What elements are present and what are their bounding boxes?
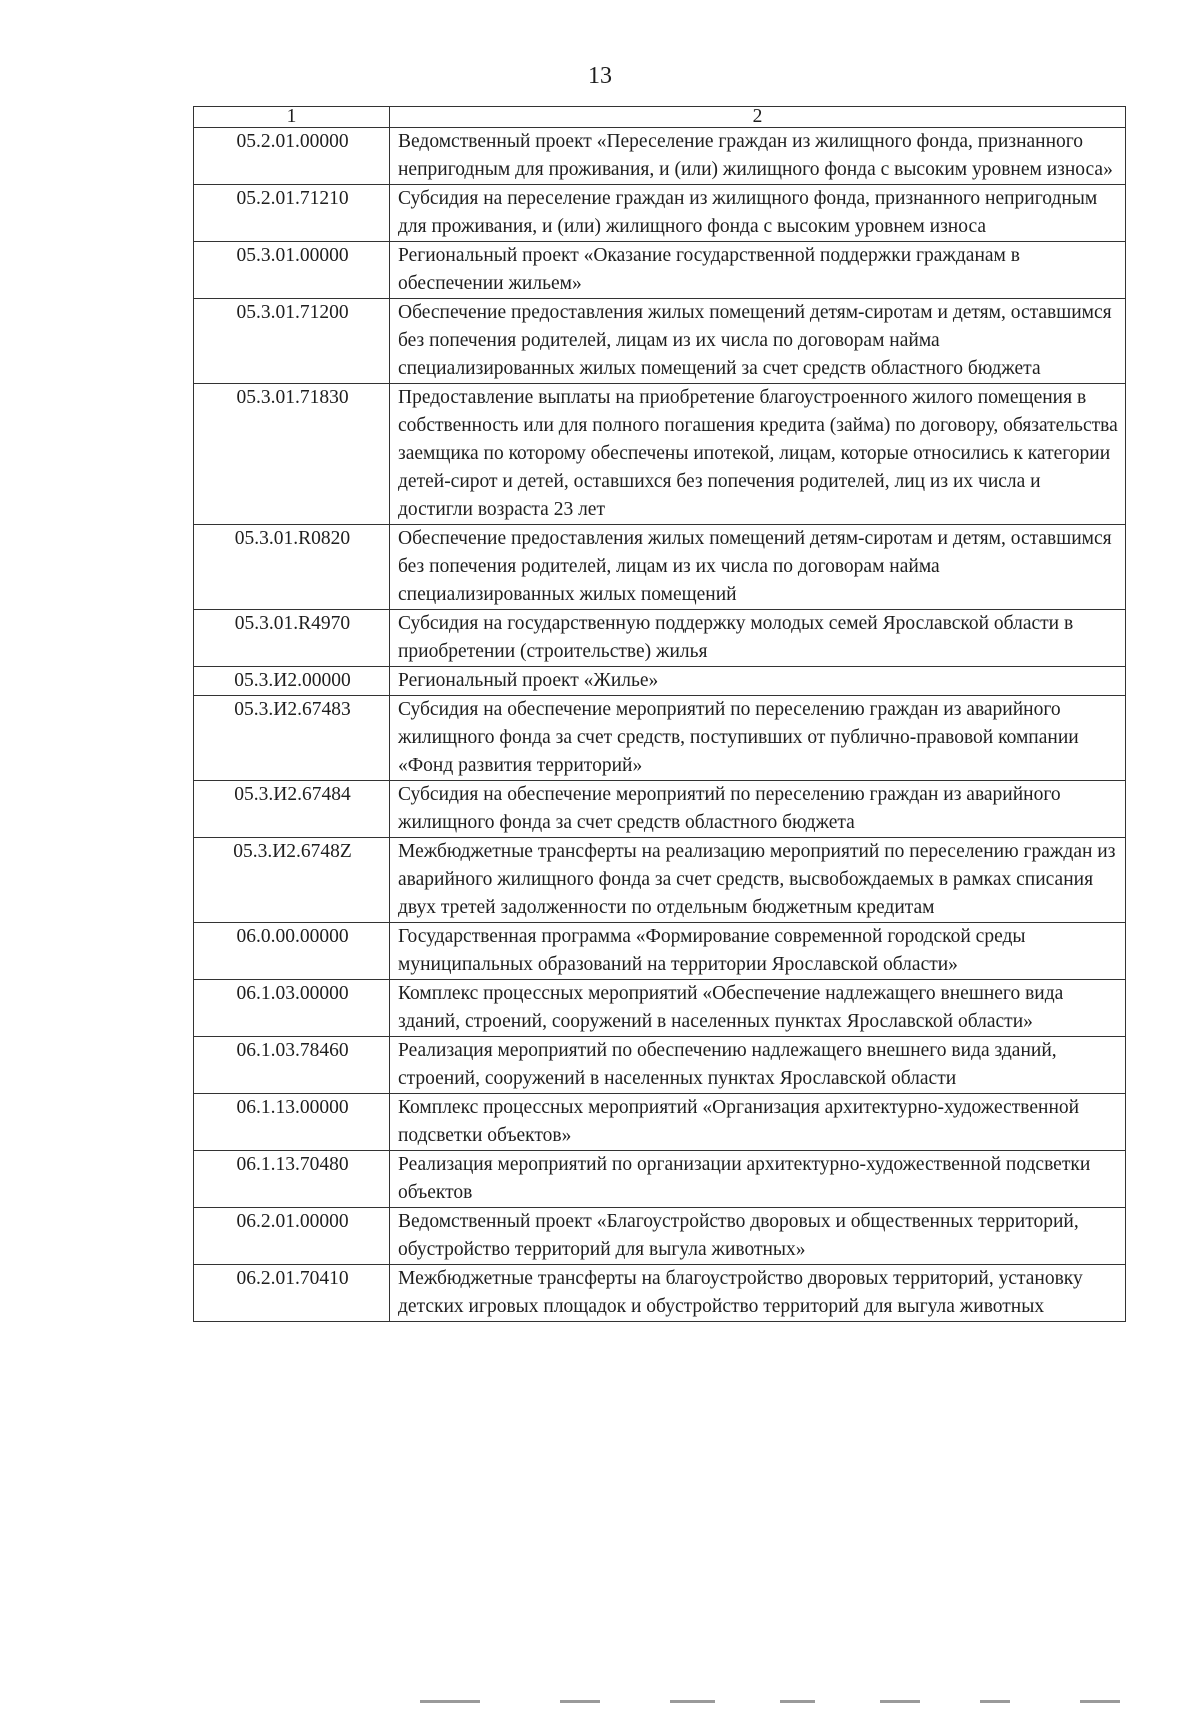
table-row [194, 185, 1126, 242]
row-description: Субсидия на обеспечение мероприятий по переселению граждан из аварийного жилищного фонда за счет средств, поступивших от публично-правовой компании «Фонд развития территорий» [390, 696, 1126, 781]
table-row [194, 299, 1126, 384]
row-code: 05.3.И2.00000 [194, 667, 390, 696]
row-code: 05.3.И2.67484 [194, 781, 390, 838]
row-description: Предоставление выплаты на приобретение благоустроенного жилого помещения в собственность или для полного погашения кредита (займа) по договору, обязательства заемщика по которому обеспечены ипотекой, лицам, которые относились к категории детей-сирот и детей, оставшихся без попечения родителей, лиц из их числа и достигли возраста 23 лет [390, 384, 1126, 525]
row-description: Государственная программа «Формирование современной городской среды муниципальных образований на территории Ярославской области» [390, 923, 1126, 980]
row-code: 05.2.01.00000 [194, 128, 390, 185]
scan-footer-artifact [400, 1700, 1140, 1704]
table-row [194, 696, 1126, 781]
row-description: Обеспечение предоставления жилых помещений детям-сиротам и детям, оставшимся без попечения родителей, лицам из их числа по договорам найма специализированных жилых помещений [390, 525, 1126, 610]
table-header-row [194, 107, 1126, 128]
row-code: 05.3.01.R4970 [194, 610, 390, 667]
row-description: Межбюджетные трансферты на благоустройство дворовых территорий, установку детских игровых площадок и обустройство территорий для выгула животных [390, 1265, 1126, 1322]
table-row [194, 1265, 1126, 1322]
table-row [194, 610, 1126, 667]
table-row [194, 838, 1126, 923]
row-code: 06.1.13.00000 [194, 1094, 390, 1151]
column-header-code: 1 [194, 107, 390, 128]
row-code: 06.2.01.70410 [194, 1265, 390, 1322]
row-code: 05.3.01.R0820 [194, 525, 390, 610]
row-description: Комплекс процессных мероприятий «Обеспечение надлежащего внешнего вида зданий, строений, сооружений в населенных пунктах Ярославской области» [390, 980, 1126, 1037]
table-row [194, 1094, 1126, 1151]
table-row [194, 384, 1126, 525]
row-code: 06.1.13.70480 [194, 1151, 390, 1208]
table-row [194, 525, 1126, 610]
row-description: Комплекс процессных мероприятий «Организация архитектурно-художественной подсветки объектов» [390, 1094, 1126, 1151]
row-code: 05.2.01.71210 [194, 185, 390, 242]
row-code: 06.1.03.00000 [194, 980, 390, 1037]
row-code: 06.0.00.00000 [194, 923, 390, 980]
row-description: Обеспечение предоставления жилых помещений детям-сиротам и детям, оставшимся без попечения родителей, лицам из их числа по договорам найма специализированных жилых помещений за счет средств областного бюджета [390, 299, 1126, 384]
page-number: 13 [588, 63, 612, 89]
table-row [194, 128, 1126, 185]
row-description: Региональный проект «Жилье» [390, 667, 1126, 696]
row-description: Ведомственный проект «Благоустройство дворовых и общественных территорий, обустройство территорий для выгула животных» [390, 1208, 1126, 1265]
budget-classification-table [193, 106, 1126, 1322]
row-description: Субсидия на обеспечение мероприятий по переселению граждан из аварийного жилищного фонда за счет средств областного бюджета [390, 781, 1126, 838]
table-row [194, 1208, 1126, 1265]
table-row [194, 923, 1126, 980]
table-row [194, 980, 1126, 1037]
row-code: 05.3.01.71200 [194, 299, 390, 384]
row-description: Субсидия на переселение граждан из жилищного фонда, признанного непригодным для проживания, и (или) жилищного фонда с высоким уровнем износа [390, 185, 1126, 242]
column-header-description: 2 [390, 107, 1126, 128]
row-description: Субсидия на государственную поддержку молодых семей Ярославской области в приобретении (строительстве) жилья [390, 610, 1126, 667]
table-row [194, 781, 1126, 838]
row-description: Ведомственный проект «Переселение граждан из жилищного фонда, признанного непригодным для проживания, и (или) жилищного фонда с высоким уровнем износа» [390, 128, 1126, 185]
row-description: Реализация мероприятий по организации архитектурно-художественной подсветки объектов [390, 1151, 1126, 1208]
row-description: Региональный проект «Оказание государственной поддержки гражданам в обеспечении жильем» [390, 242, 1126, 299]
row-code: 05.3.И2.6748Z [194, 838, 390, 923]
row-code: 05.3.01.71830 [194, 384, 390, 525]
row-code: 06.2.01.00000 [194, 1208, 390, 1265]
table-row [194, 667, 1126, 696]
row-code: 05.3.И2.67483 [194, 696, 390, 781]
table-row [194, 242, 1126, 299]
row-description: Реализация мероприятий по обеспечению надлежащего внешнего вида зданий, строений, сооружений в населенных пунктах Ярославской области [390, 1037, 1126, 1094]
table-row [194, 1037, 1126, 1094]
table-row [194, 1151, 1126, 1208]
row-code: 05.3.01.00000 [194, 242, 390, 299]
row-code: 06.1.03.78460 [194, 1037, 390, 1094]
row-description: Межбюджетные трансферты на реализацию мероприятий по переселению граждан из аварийного жилищного фонда за счет средств, высвобождаемых в рамках списания двух третей задолженности по отдельным бюджетным кредитам [390, 838, 1126, 923]
